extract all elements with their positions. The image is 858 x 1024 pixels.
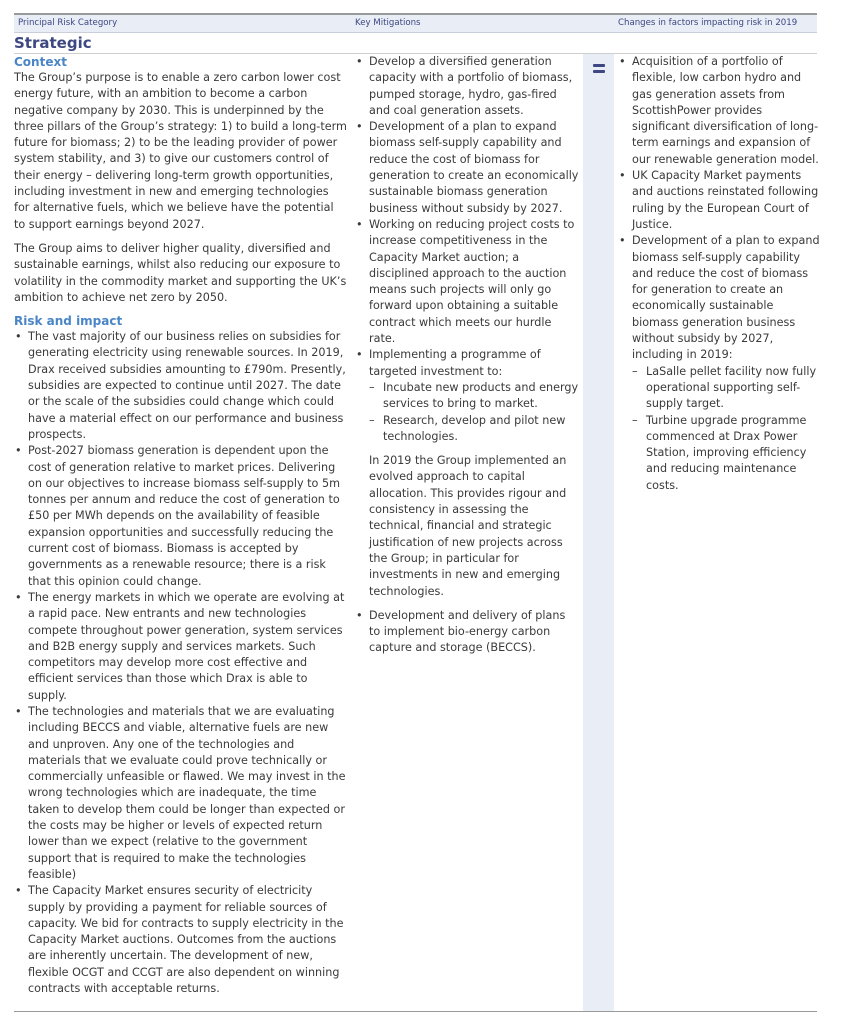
mitigation-list xyxy=(355,54,579,445)
changes-list xyxy=(618,54,822,494)
risk-item: • Post-2027 biomass generation is dependent upon the cost of generation relative to market prices. Delivering on our objectives to increase biomass self-supply to 5m tonnes per annum and reduce the cost of generation to £50 per MWh depends on the availability of feasible expansion opportunities and successfully reducing the current cost of biomass. Biomass is accepted by governments as a renewable resource; there is a risk that this opinion could change. xyxy=(14,443,347,590)
mitigation-sublist xyxy=(369,380,579,445)
mitigation-subitem: – Research, develop and pilot new technologies. xyxy=(369,413,579,446)
change-item: • UK Capacity Market payments and auctions reinstated following ruling by the European Court of Justice. xyxy=(618,168,822,233)
table-body xyxy=(14,54,820,1012)
mitigation-item xyxy=(355,347,579,445)
change-subitem: – Turbine upgrade programme commenced at Drax Power Station, improving efficiency and reducing maintenance costs. xyxy=(632,413,822,494)
table-header xyxy=(14,13,817,33)
change-sublist xyxy=(632,364,822,494)
key-mitigations-column xyxy=(355,54,579,657)
changes-column xyxy=(618,54,822,494)
risk-list xyxy=(14,329,347,997)
category-title: Strategic xyxy=(14,33,817,54)
mitigation-item: • Development and delivery of plans to implement bio-energy carbon capture and storage (BECCS). xyxy=(355,608,579,657)
mitigation-list-2 xyxy=(355,608,579,657)
mitigation-item: • Develop a diversified generation capacity with a portfolio of biomass, pumped storage, hydro, gas-fired and coal generation assets. xyxy=(355,54,579,119)
header-key-mitigations: Key Mitigations xyxy=(355,18,421,28)
risk-item: • The energy markets in which we operate are evolving at a rapid pace. New entrants and new technologies compete throughout power generation, system services and B2B energy supply and services markets. Such competitors may develop more cost effective and efficient services than those which Drax is able to supply. xyxy=(14,590,347,704)
mitigation-item-text: Implementing a programme of targeted investment to: xyxy=(369,348,541,378)
change-item-text: Development of a plan to expand biomass self-supply capability and reduce the cost of biomass for generation to create an economically sustainable biomass generation business without subsidy by 2027, including in 2019: xyxy=(632,234,820,362)
status-band xyxy=(583,54,614,1012)
risk-impact-heading: Risk and impact xyxy=(14,314,123,329)
change-item xyxy=(618,233,822,494)
context-paragraph: The Group’s purpose is to enable a zero carbon lower cost energy future, with an ambition to become a carbon negative company by 2030. This is underpinned by the three pillars of the Group’s strategy: 1) to build a long-term future for biomass; 2) to be the leading provider of power system stability, and 3) to give our customers control of their energy – delivering long-term growth opportunities, including investment in new and emerging technologies for alternative fuels, which we believe have the potential to support earnings beyond 2027. xyxy=(14,71,347,231)
equals-icon xyxy=(593,64,605,74)
principal-risk-column xyxy=(14,54,347,997)
capital-allocation-paragraph: In 2019 the Group implemented an evolved approach to capital allocation. This provides rigour and consistency in assessing the technical, financial and strategic justification of new projects across the Group; in particular for investments in new and emerging technologies. xyxy=(369,454,567,598)
change-subitem: – LaSalle pellet facility now fully operational supporting self-supply target. xyxy=(632,364,822,413)
header-changes-2019: Changes in factors impacting risk in 2019 xyxy=(618,18,798,28)
risk-item: • The vast majority of our business relies on subsidies for generating electricity using renewable sources. In 2019, Drax received subsidies amounting to £790m. Presently, subsidies are expected to continue until 2027. The date or the scale of the subsidies could change which could have a material effect on our performance and business prospects. xyxy=(14,329,347,443)
risk-item: • The Capacity Market ensures security of electricity supply by providing a payment for reliable sources of capacity. We bid for contracts to supply electricity in the Capacity Market auctions. Outcomes from the auctions are inherently uncertain. The development of new, flexible OCGT and CCGT are also dependent on winning contracts with acceptable returns. xyxy=(14,883,347,997)
mitigation-subitem: – Incubate new products and energy services to bring to market. xyxy=(369,380,579,413)
header-principal-risk-category: Principal Risk Category xyxy=(18,18,118,28)
change-item: • Acquisition of a portfolio of flexible, low carbon hydro and gas generation assets from ScottishPower provides significant diversification of long-term earnings and expansion of our renewable generation model. xyxy=(618,54,822,168)
context-heading: Context xyxy=(14,55,67,69)
mitigation-item: • Working on reducing project costs to increase competitiveness in the Capacity Market auction; a disciplined approach to the auction means such projects will only go forward upon obtaining a suitable contract which meets our hurdle rate. xyxy=(355,217,579,347)
mitigation-item: • Development of a plan to expand biomass self-supply capability and reduce the cost of biomass for generation to create an economically sustainable biomass generation business without subsidy by 2027. xyxy=(355,119,579,217)
risk-table xyxy=(14,13,820,1012)
bottom-divider xyxy=(14,1011,817,1012)
context-paragraph: The Group aims to deliver higher quality, diversified and sustainable earnings, whilst also reducing our exposure to volatility in the commodity market and supporting the UK’s ambition to achieve net zero by 2050. xyxy=(14,241,347,304)
risk-item: • The technologies and materials that we are evaluating including BECCS and viable, alternative fuels are new and unproven. Any one of the technologies and materials that we evaluate could prove technically or commercially unfeasible or flawed. We may invest in the wrong technologies which are inadequate, the time taken to develop them could be longer than expected or the costs may be higher or levels of expected return lower than we expect (relative to the government support that is required to make the technologies feasible) xyxy=(14,704,347,883)
